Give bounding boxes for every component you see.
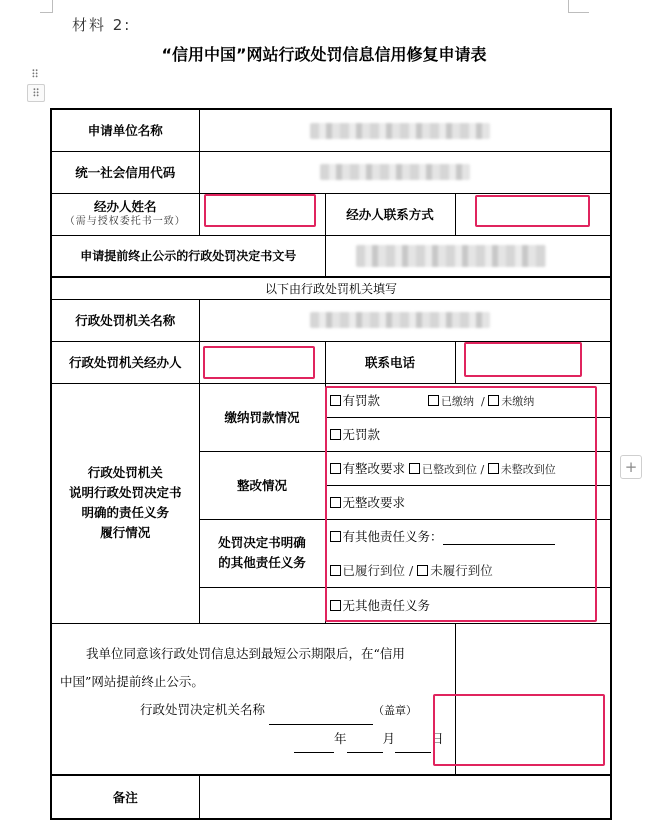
contact-phone-input[interactable] <box>455 341 611 383</box>
authority-name-label: 行政处罚机关名称 <box>51 299 199 341</box>
rectification-not-required-checkbox[interactable] <box>330 497 341 508</box>
other-duty-blank[interactable] <box>443 544 555 545</box>
other-duty-label-line: 处罚决定书明确 <box>218 535 306 550</box>
page-title: “信用中国”网站行政处罚信息信用修复申请表 <box>161 45 487 64</box>
performance-label-line: 履行情况 <box>100 525 151 540</box>
drag-handle-icon[interactable]: ⠿ <box>30 67 40 81</box>
authority-handler-label: 行政处罚机关经办人 <box>51 341 199 383</box>
performance-label-line: 说明行政处罚决定书 <box>68 485 182 500</box>
table-row <box>51 775 611 819</box>
paid-checkbox[interactable] <box>428 395 439 406</box>
applicant-unit-label: 申请单位名称 <box>51 109 199 151</box>
table-row <box>51 235 611 277</box>
no-other-duty-checkbox[interactable] <box>330 600 341 611</box>
no-fine-checkbox[interactable] <box>330 429 341 440</box>
redacted-text <box>320 164 470 180</box>
remarks-label: 备注 <box>51 775 199 819</box>
separator: / <box>480 395 485 408</box>
plus-icon[interactable]: + <box>620 455 642 479</box>
handler-name-input[interactable] <box>199 193 325 235</box>
table-row <box>51 383 611 417</box>
fine-payment-label: 缴纳罚款情况 <box>199 383 325 451</box>
redacted-text <box>310 312 490 328</box>
fine-options-row <box>325 383 611 417</box>
table-row <box>51 299 611 341</box>
authority-handler-input[interactable] <box>199 341 325 383</box>
other-duty-label-line: 的其他责任义务 <box>218 555 306 570</box>
declaration-line-2: 中国”网站提前终止公示。 <box>60 673 204 689</box>
day-label: 日 <box>431 730 444 746</box>
has-other-duty-label: 有其他责任义务： <box>342 529 443 545</box>
redacted-text <box>310 123 490 139</box>
has-fine-checkbox[interactable] <box>330 395 341 406</box>
decision-doc-value[interactable] <box>325 235 611 277</box>
not-fulfilled-label: 未履行到位 <box>430 562 493 578</box>
authority-sign-label: 行政处罚决定机关名称 <box>140 701 266 717</box>
unpaid-checkbox[interactable] <box>488 395 499 406</box>
table-row <box>51 151 611 193</box>
material-label: 材料 2: <box>72 16 132 34</box>
credit-code-value[interactable] <box>199 151 611 193</box>
fulfilled-label: 已履行到位 <box>342 562 406 578</box>
performance-label-line: 行政处罚机关 <box>87 465 163 480</box>
paid-label: 已缴纳 <box>440 395 474 408</box>
other-duty-label <box>199 519 325 587</box>
handler-name-label: 经办人姓名 <box>93 199 157 214</box>
remarks-input[interactable] <box>199 775 611 819</box>
month-blank[interactable] <box>347 752 383 753</box>
table-move-icon[interactable]: ⠿ <box>27 84 45 102</box>
rectification-done-label: 已整改到位 <box>422 463 477 476</box>
table-row <box>51 341 611 383</box>
handler-contact-label: 经办人联系方式 <box>325 193 455 235</box>
performance-label-line: 明确的责任义务 <box>81 505 169 520</box>
applicant-unit-value[interactable] <box>199 109 611 151</box>
separator: / <box>480 463 485 476</box>
contact-phone-label: 联系电话 <box>325 341 455 383</box>
has-fine-label: 有罚款 <box>342 393 381 408</box>
rectification-label: 整改情况 <box>199 451 325 519</box>
fulfilled-checkbox[interactable] <box>330 565 341 576</box>
authority-name-value[interactable] <box>199 299 611 341</box>
separator: / <box>409 562 414 578</box>
credit-code-label: 统一社会信用代码 <box>51 151 199 193</box>
performance-label <box>51 383 199 623</box>
month-label: 月 <box>382 730 396 746</box>
year-blank[interactable] <box>294 752 334 753</box>
rectification-not-done-checkbox[interactable] <box>488 463 499 474</box>
declaration-cell <box>51 623 455 775</box>
rectification-required-checkbox[interactable] <box>330 463 341 474</box>
decision-doc-label: 申请提前终止公示的行政处罚决定书文号 <box>51 235 325 277</box>
rectification-required-label: 有整改要求 <box>342 461 406 476</box>
table-row <box>51 109 611 151</box>
margin-corner-top-left <box>40 0 53 13</box>
table-row <box>51 193 611 235</box>
section-header: 以下由行政处罚机关填写 <box>51 277 611 299</box>
no-fine-label: 无罚款 <box>342 427 381 442</box>
margin-corner-top-right <box>568 0 589 13</box>
table-row <box>51 623 611 775</box>
rectification-done-checkbox[interactable] <box>409 463 420 474</box>
declaration-line-1: 我单位同意该行政处罚信息达到最短公示期限后，在“信用 <box>86 645 405 661</box>
not-fulfilled-checkbox[interactable] <box>417 565 428 576</box>
application-form-table <box>50 108 612 820</box>
seal-label: （盖章） <box>373 703 417 717</box>
table-row <box>51 277 611 299</box>
has-other-duty-checkbox[interactable] <box>330 531 341 542</box>
handler-contact-input[interactable] <box>455 193 611 235</box>
rectification-not-done-label: 未整改到位 <box>500 463 556 476</box>
year-label: 年 <box>334 730 347 746</box>
redacted-text <box>356 245 546 267</box>
unpaid-label: 未缴纳 <box>501 395 535 408</box>
no-other-duty-label: 无其他责任义务 <box>342 598 431 613</box>
day-blank[interactable] <box>395 752 431 753</box>
handler-name-note: （需与授权委托书一致） <box>64 216 186 227</box>
rectification-not-required-label: 无整改要求 <box>342 495 406 510</box>
